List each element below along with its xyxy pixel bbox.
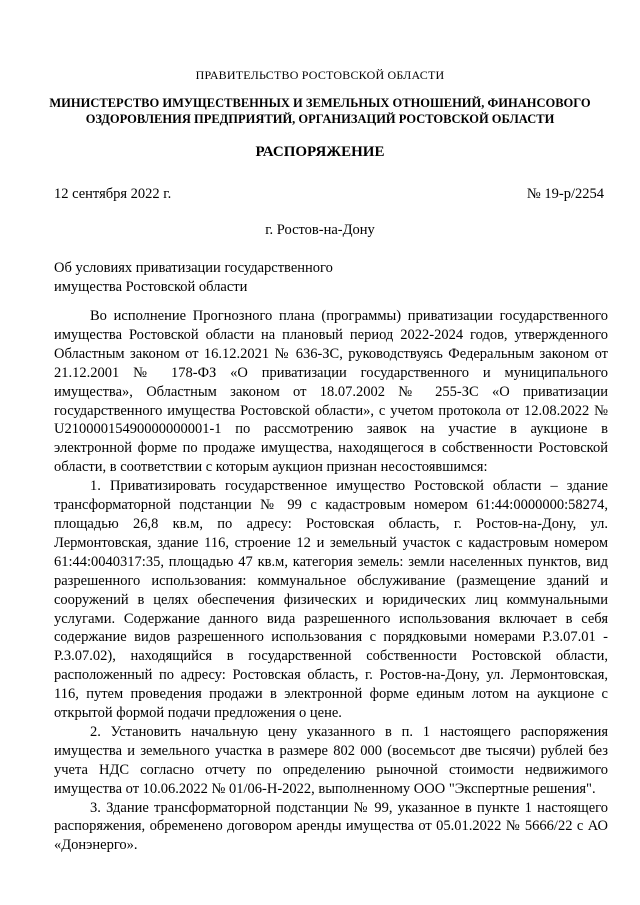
document-city: г. Ростов-на-Дону: [265, 222, 375, 238]
document-body: [54, 307, 608, 855]
document-subject: [54, 259, 333, 297]
subject-line-1: Об условиях приватизации государственного: [54, 260, 333, 276]
document-date: 12 сентября 2022 г.: [54, 186, 172, 202]
item-3-paragraph: 3. Здание трансформаторной подстанции № 99, указанное в пункте 1 настоящего распоряжения, обременено договором аренды имущества от 05.01.2022 № 5666/22 с АО «Донэнерго».: [54, 799, 608, 854]
item-1-paragraph: 1. Приватизировать государственное имущество Ростовской области – здание трансформаторной подстанции № 99 с кадастровым номером 61:44:0000000:58274, площадью 26,8 кв.м, по адресу: Ростовская область, г. Ростов-на-Дону, ул. Лермонтовская, здание 116, строение 12 и земельный участок с кадастровым номером 61:44:0040317:35, площадью 47 кв.м, категория земель: земли населенных пунктов, вид разрешенного использования: коммунальное обслуживание (размещение зданий и сооружений в целях обеспечения физических и юридических лиц коммунальными услугами. Содержание данного вида разрешенного использования включает в себя содержание видов разрешенного использования с порядковыми номерами Р.3.07.01 - Р.3.07.02), находящийся в государственной собственности Ростовской области, расположенный по адресу: Ростовская область, г. Ростов-на-Дону, ул. Лермонтовская, 116, путем проведения продажи в электронной форме единым лотом на аукционе с открытой формой подачи предложения о цене.: [54, 478, 608, 722]
government-header: ПРАВИТЕЛЬСТВО РОСТОВСКОЙ ОБЛАСТИ: [195, 68, 445, 82]
document-type-title: РАСПОРЯЖЕНИЕ: [255, 144, 385, 160]
item-2-paragraph: 2. Установить начальную цену указанного в п. 1 настоящего распоряжения имущества и земельного участка в размере 802 000 (восемьсот две тысячи) рублей без учета НДС согласно отчету по определению рыночной стоимости недвижимого имущества от 10.06.2022 № 01/06-Н-2022, выполненному ООО "Экспертные решения".: [54, 723, 608, 797]
ministry-line-2: ОЗДОРОВЛЕНИЯ ПРЕДПРИЯТИЙ, ОРГАНИЗАЦИЙ РОСТОВСКОЙ ОБЛАСТИ: [85, 112, 555, 126]
ministry-header: [0, 95, 640, 127]
preamble-paragraph: Во исполнение Прогнозного плана (программы) приватизации государственного имущества Ростовской области на плановый период 2022-2024 годов, утвержденного Областным законом от 16.12.2021 № 636-ЗС, руководствуясь Федеральным законом от 21.12.2001 № 178-ФЗ «О приватизации государственного и муниципального имущества», Областным законом от 18.07.2002 № 255-ЗС «О приватизации государственного имущества Ростовской области», с учетом протокола от 12.08.2022 № U21000015490000000001-1 по рассмотрению заявок на участие в аукционе в электронной форме по продаже имущества, находящегося в собственности Ростовской области, в соответствии с которым аукцион признан несостоявшимся:: [54, 308, 608, 476]
subject-line-2: имущества Ростовской области: [54, 279, 248, 295]
document-number: № 19-р/2254: [526, 186, 604, 202]
ministry-line-1: МИНИСТЕРСТВО ИМУЩЕСТВЕННЫХ И ЗЕМЕЛЬНЫХ ОТНОШЕНИЙ, ФИНАНСОВОГО: [49, 96, 591, 110]
